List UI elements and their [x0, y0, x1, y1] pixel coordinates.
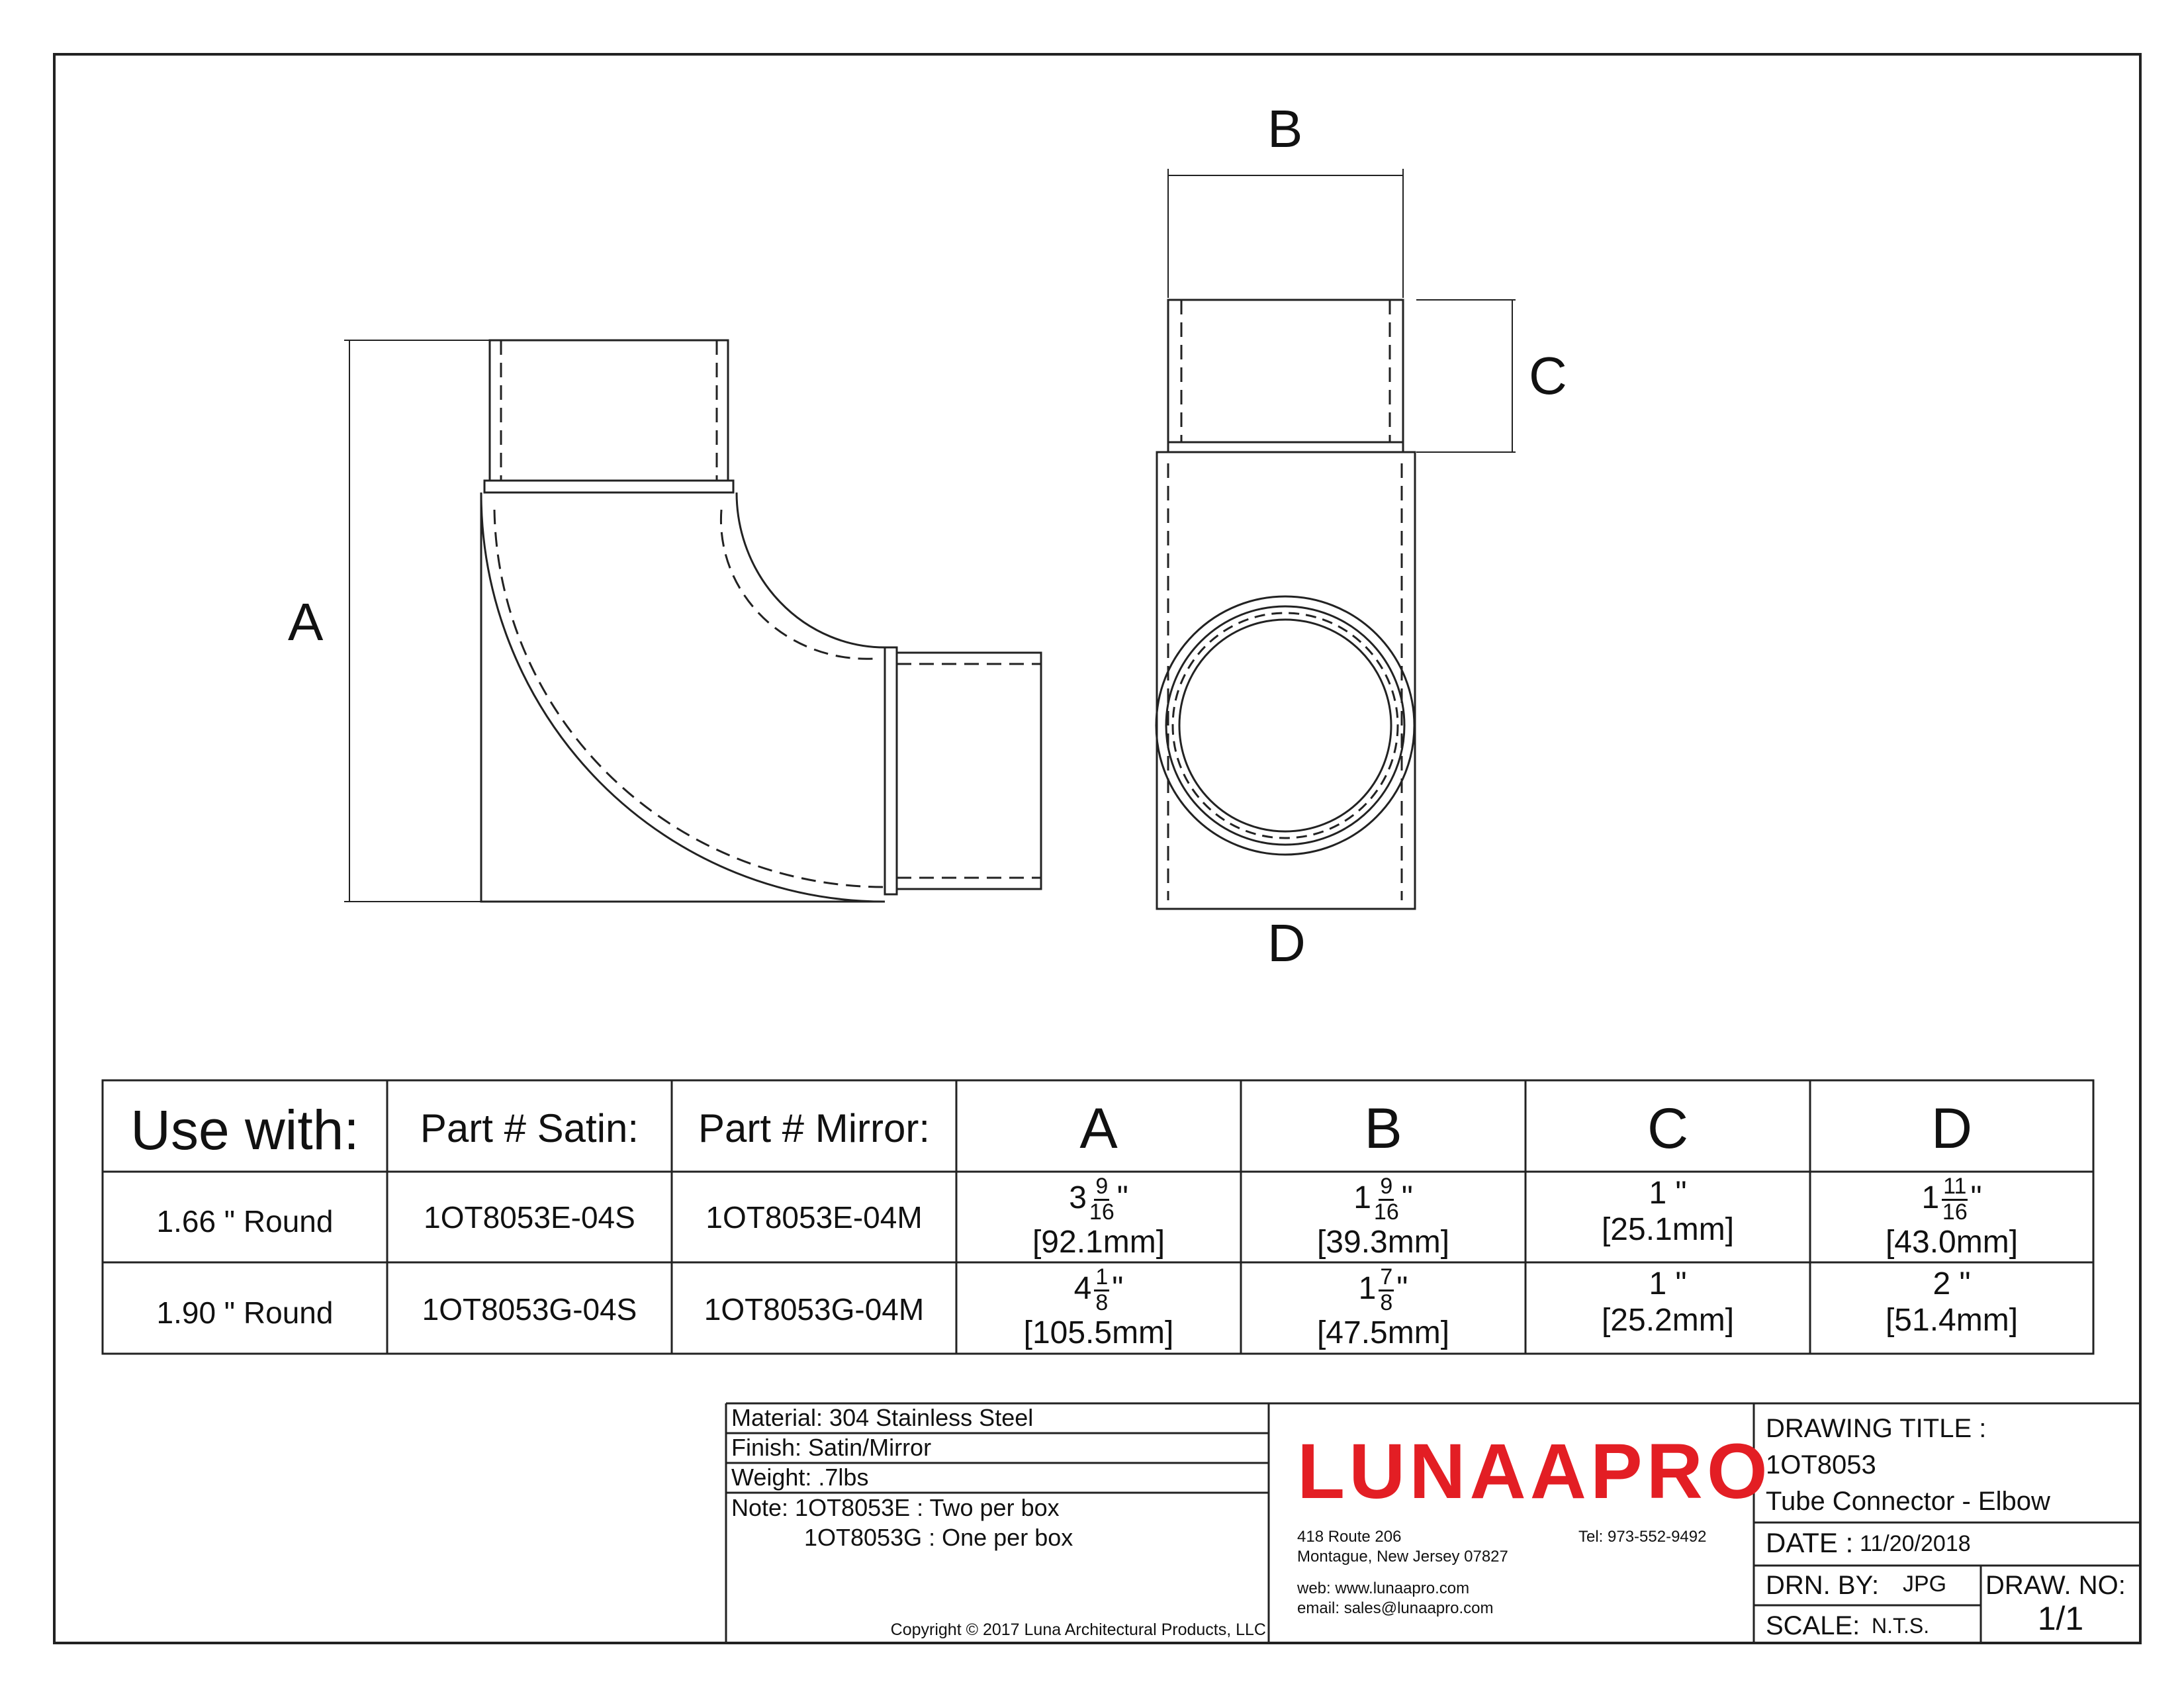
drawn-by-value: JPG [1903, 1571, 1947, 1597]
drawing-number: 1OT8053 [1766, 1450, 1876, 1479]
row2-use-with: 1.90 " Round [156, 1295, 334, 1330]
dimension-label-c: C [1529, 346, 1567, 405]
header-part-satin: Part # Satin: [420, 1106, 639, 1150]
row2-dim-d: 2 " [51.4mm] [1885, 1266, 2019, 1338]
web-link[interactable]: web: www.lunaapro.com [1297, 1579, 1470, 1597]
header-d: D [1931, 1097, 1973, 1160]
draw-no-value: 1/1 [2037, 1600, 2084, 1637]
finish-text: Finish: Satin/Mirror [731, 1434, 932, 1461]
row2-dim-b: 1 $\frac{7}{8}$ " [47.5mm] [1316, 1264, 1450, 1351]
row1-dim-a: 3 $\frac{9}{16}$ " [92.1mm] [1032, 1174, 1165, 1260]
row1-dim-d: 1 $\frac{11}{16}$ " [43.0mm] [1885, 1174, 2019, 1260]
material-text: Material: 304 Stainless Steel [731, 1404, 1034, 1431]
header-use-with: Use with: [130, 1099, 359, 1161]
elbow-front-view [1156, 169, 1516, 909]
row1-dim-c: 1 " [25.1mm] [1601, 1176, 1735, 1248]
row2-dim-c: 1 " [25.2mm] [1601, 1266, 1735, 1338]
dimension-label-a: A [288, 592, 324, 651]
date-value: 11/20/2018 [1860, 1531, 1971, 1556]
draw-no-label: DRAW. NO: [1985, 1571, 2126, 1600]
tel-text: Tel: 973-552-9492 [1578, 1528, 1707, 1546]
header-b: B [1364, 1097, 1402, 1160]
scale-label: SCALE: [1766, 1611, 1860, 1640]
row1-part-satin: 1OT8053E-04S [424, 1200, 635, 1235]
weight-text: Weight: .7lbs [731, 1464, 869, 1491]
row2-part-mirror: 1OT8053G-04M [704, 1292, 925, 1327]
lunaapro-logo: LUNAAPRO [1297, 1428, 1772, 1515]
row1-part-mirror: 1OT8053E-04M [705, 1200, 923, 1235]
drawing-title-label: DRAWING TITLE : [1766, 1414, 1987, 1443]
drawn-by-label: DRN. BY: [1766, 1571, 1880, 1600]
address-line1: 418 Route 206 [1297, 1528, 1402, 1546]
copyright-text: Copyright © 2017 Luna Architectural Products, LLC [890, 1620, 1266, 1639]
row2-dim-a: 4 $\frac{1}{8}$ " [105.5mm] [1023, 1264, 1174, 1351]
header-a: A [1079, 1097, 1118, 1160]
note-line2: 1OT8053G : One per box [804, 1524, 1073, 1551]
header-part-mirror: Part # Mirror: [698, 1106, 931, 1150]
row1-use-with: 1.66 " Round [156, 1204, 334, 1239]
drawing-name: Tube Connector - Elbow [1766, 1487, 2050, 1516]
dimension-label-b: B [1267, 99, 1303, 158]
sheet-border [54, 54, 2140, 1643]
scale-value: N.T.S. [1872, 1614, 1930, 1638]
date-label: DATE : [1766, 1527, 1854, 1558]
note-line1: Note: 1OT8053E : Two per box [731, 1494, 1060, 1521]
header-c: C [1647, 1097, 1689, 1160]
row1-dim-b: 1 $\frac{9}{16}$ " [39.3mm] [1316, 1174, 1450, 1260]
email-link[interactable]: email: sales@lunaapro.com [1297, 1599, 1494, 1617]
address-line2: Montague, New Jersey 07827 [1297, 1548, 1508, 1566]
elbow-side-view [344, 340, 1041, 902]
dimension-label-d: D [1267, 914, 1306, 972]
row2-part-satin: 1OT8053G-04S [422, 1292, 637, 1327]
